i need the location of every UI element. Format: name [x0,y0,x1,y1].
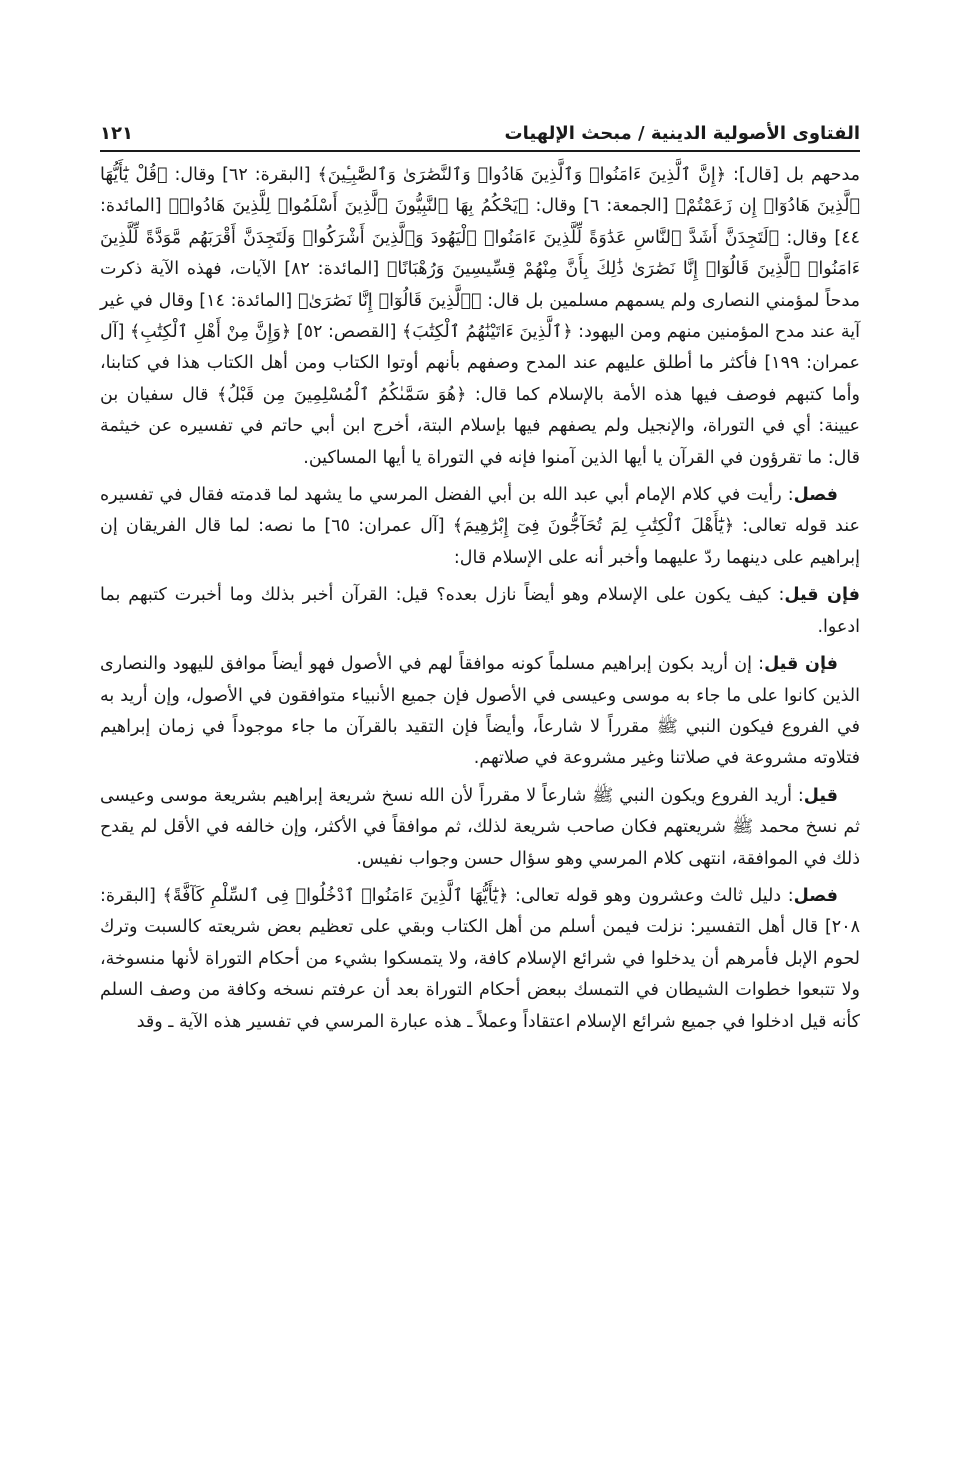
paragraph-text: : دليل ثالث وعشرون وهو قوله تعالى: ﴿يَٰٓأَيُّهَا ٱلَّذِينَ ءَامَنُوا۟ ٱدْخُلُوا۟ فِى ٱلسِّلْمِ كَآفَّةً﴾ [البقرة: ٢٠٨] قال أهل التفسير: نزلت فيمن أسلم من أهل الكتاب وبقي على تعظيم بعض شريعته كالسبت وترك لحوم الإبل فأمرهم أن يدخلوا في شرائع الإسلام كافة، ولا يتمسكوا بشيء من أحكام التوراة لأنها منسوخة، ولا تتبعوا خطوات الشيطان في التمسك ببعض أحكام التوراة بعد أن عرفتم نسخه وكافة من وصف السلم كأنه قيل ادخلوا في جميع شرائع الإسلام اعتقاداً وعملاً ـ هذه عبارة المرسي في تفسير هذه الآية ـ وقد [100,885,860,1032]
page-body [100,160,860,1364]
running-title: الفتاوى الأصولية الدينية / مبحث الإلهيات [504,123,860,144]
paragraph-text: : كيف يكون على الإسلام وهو أيضاً نازل بعده؟ قيل: القرآن أخبر بذلك وما أخبرت كتبهم بما ادعوا. [100,585,860,637]
page-number: ١٢١ [100,123,133,144]
paragraph-lead: فإن قيل [764,654,838,675]
paragraph-text: : إن أريد بكون إبراهيم مسلماً كونه موافقاً لهم في الأصول فهو أيضاً موافق لليهود والنصارى الذين كانوا على ما جاء به موسى وعيسى في الأصول فإن جميع الأنبياء متوافقون في الأصول، وإن أريد به في الفروع فيكون النبي ﷺ مقرراً لا شارعاً، وأيضاً فإن التقيد بالقرآن ما جاء موجوداً في زمان إبراهيم فتلاوته مشروعة في صلاتنا وغير مشروعة في صلاتهم. [100,654,860,769]
paragraph-text: : رأيت في كلام الإمام أبي عبد الله بن أبي الفضل المرسي ما يشهد لما قدمته فقال في تفسيره عند قوله تعالى: ﴿يَٰٓأَهْلَ ٱلْكِتَٰبِ لِمَ تُحَآجُّونَ فِىٓ إِبْرَٰهِيمَ﴾ [آل عمران: ٦٥] ما نصه: لما قال الفريقان إن إبراهيم على دينهما ردّ عليهما وأخبر أنه على الإسلام قال: [100,485,860,568]
paragraph-1 [100,160,860,474]
paragraph-text: : أريد الفروع ويكون النبي ﷺ شارعاً لا مقرراً لأن الله نسخ شريعة إبراهيم بشريعة موسى وعيسى ثم نسخ محمد ﷺ شريعتهم فكان صاحب شريعة لذلك، ثم موافقاً في الأكثر، وإن خالفه في الأقل لم يقدح ذلك في الموافقة، انتهى كلام المرسي وهو سؤال حسن وجواب نفيس. [100,785,860,869]
paragraph-lead: فصل [793,485,838,506]
paragraph-lead: فإن قيل [784,585,861,606]
paragraph-4 [100,649,860,775]
page-header [100,108,860,152]
paragraph-lead: قيل [803,785,838,806]
paragraph-text: مدحهم بل [قال]: ﴿إِنَّ ٱلَّذِينَ ءَامَنُوا۟ وَٱلَّذِينَ هَادُوا۟ وَٱلنَّصَٰرَىٰ وَٱلصَّٰبِـِٔينَ﴾ [البقرة: ٦٢] وقال: ﴿قُلْ يَٰٓأَيُّهَا ٱلَّذِينَ هَادُوٓا۟ إِن زَعَمْتُمْ﴾ [الجمعة: ٦] وقال: ﴿يَحْكُمُ بِهَا ٱلنَّبِيُّونَ ٱلَّذِينَ أَسْلَمُوا۟ لِلَّذِينَ هَادُوا۟﴾ [المائدة: ٤٤] وقال: ﴿لَتَجِدَنَّ أَشَدَّ ٱلنَّاسِ عَدَٰوَةً لِّلَّذِينَ ءَامَنُوا۟ ٱلْيَهُودَ وَٱلَّذِينَ أَشْرَكُوا۟ وَلَتَجِدَنَّ أَقْرَبَهُم مَّوَدَّةً لِّلَّذِينَ ءَامَنُوا۟ ٱلَّذِينَ قَالُوٓا۟ إِنَّا نَصَٰرَىٰ ذَٰلِكَ بِأَنَّ مِنْهُمْ قِسِّيسِينَ وَرُهْبَانًا﴾ [المائدة: ٨٢] الآيات، فهذه الآية ذكرت مدحاً لمؤمني النصارى ولم يسمهم مسلمين بل قال: ﴿ٱلَّذِينَ قَالُوٓا۟ إِنَّا نَصَٰرَىٰ﴾ [المائدة: ١٤] وقال في غير آية عند مدح المؤمنين منهم ومن اليهود: ﴿ٱلَّذِينَ ءَاتَيْنَٰهُمُ ٱلْكِتَٰبَ﴾ [القصص: ٥٢] ﴿وَإِنَّ مِنْ أَهْلِ ٱلْكِتَٰبِ﴾ [آل عمران: ١٩٩] فأكثر ما أطلق عليهم عند المدح وصفهم بأنهم أوتوا الكتاب ومن أهل الكتاب هذا في كتابنا، وأما كتبهم فوصف فيها هذه الأمة بالإسلام كما قال: ﴿هُوَ سَمَّىٰكُمُ ٱلْمُسْلِمِينَ مِن قَبْلُ﴾ قال سفيان بن عيينة: أي في التوراة، والإنجيل ولم يصفهم فيها بإسلام البتة، أخرج ابن أبي حاتم في تفسيره عن خيثمة قال: ما تقرؤون في القرآن يا أيها الذين آمنوا فإنه في التوراة يا أيها المساكين. [100,165,861,468]
paragraph-3 [100,580,860,643]
paragraph-2 [100,480,860,574]
paragraph-5 [100,781,860,875]
paragraph-6 [100,881,860,1038]
paragraph-lead: فصل [793,885,838,906]
